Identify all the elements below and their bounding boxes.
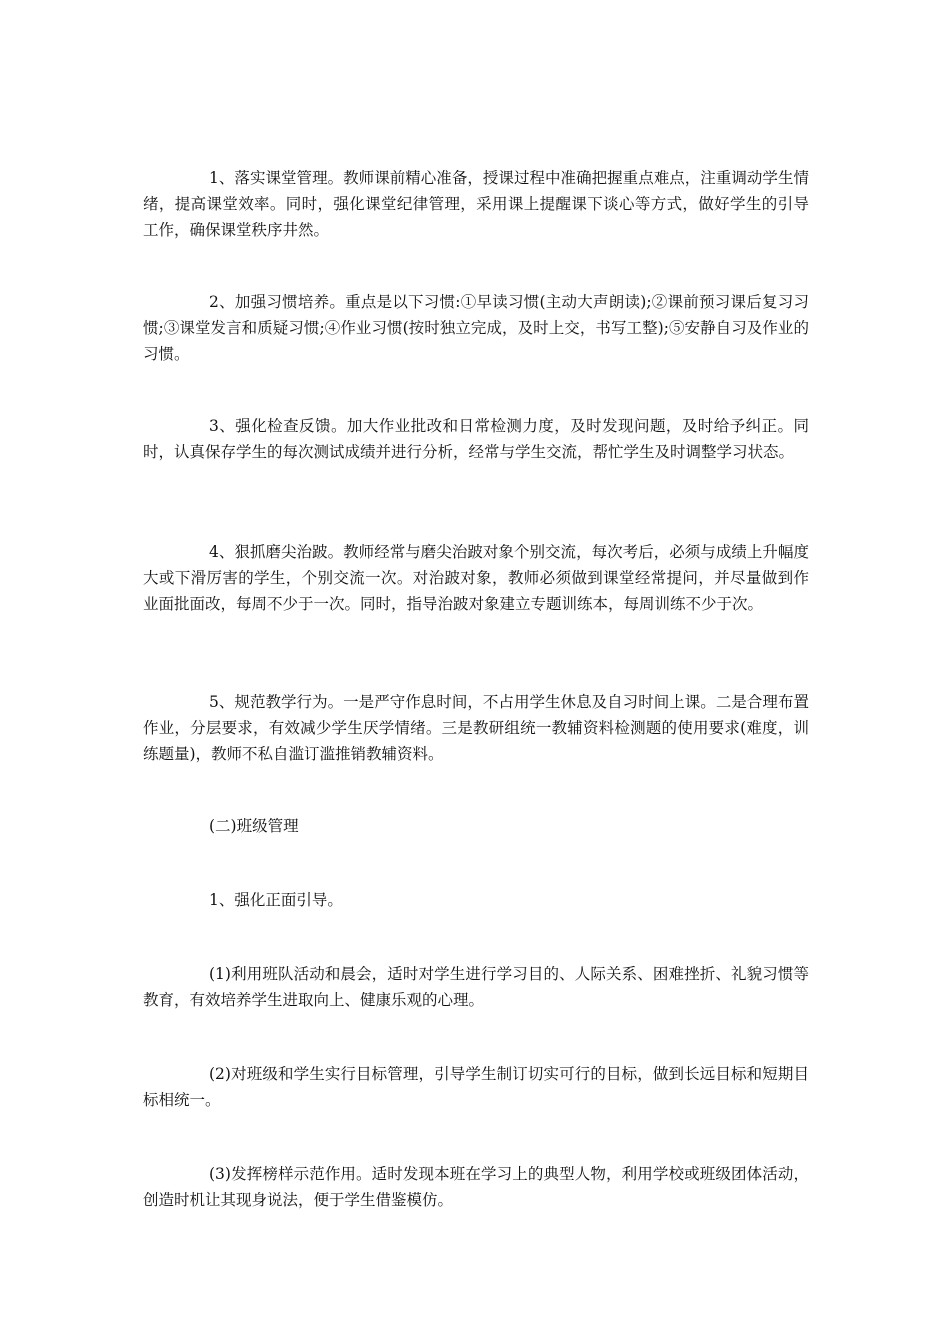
paragraph-class-activities: (1)利用班队活动和晨会，适时对学生进行学习目的、人际关系、困难挫折、礼貌习惯等教育，有效培养学生进取向上、健康乐观的心理。	[143, 965, 809, 1009]
paragraph-habit-cultivation: 2、加强习惯培养。重点是以下习惯:①早读习惯(主动大声朗读);②课前预习课后复习习惯;③课堂发言和质疑习惯;④作业习惯(按时独立完成，及时上交，书写工整);⑤安静自习及作业的习惯。	[143, 293, 809, 363]
paragraph-teaching-conduct: 5、规范教学行为。一是严守作息时间，不占用学生休息及自习时间上课。二是合理布置作业，分层要求，有效减少学生厌学情绪。三是教研组统一教辅资料检测题的使用要求(难度，训练题量)，教师不私自滥订滥推销教辅资料。	[143, 693, 809, 763]
paragraph-inspection-feedback: 3、强化检查反馈。加大作业批改和日常检测力度，及时发现问题，及时给予纠正。同时，认真保存学生的每次测试成绩并进行分析，经常与学生交流，帮忙学生及时调整学习状态。	[143, 417, 809, 461]
paragraph-goal-management: (2)对班级和学生实行目标管理，引导学生制订切实可行的目标，做到长远目标和短期目标相统一。	[143, 1065, 809, 1109]
paragraph-role-models: (3)发挥榜样示范作用。适时发现本班在学习上的典型人物，利用学校或班级团体活动，创造时机让其现身说法，便于学生借鉴模仿。	[143, 1165, 809, 1209]
paragraph-targeted-students: 4、狠抓磨尖治跛。教师经常与磨尖治跛对象个别交流，每次考后，必须与成绩上升幅度大或下滑厉害的学生，个别交流一次。对治跛对象，教师必须做到课堂经常提问，并尽量做到作业面批面改，每周不少于一次。同时，指导治跛对象建立专题训练本，每周训练不少于次。	[143, 543, 809, 613]
section-heading-class-management: (二)班级管理	[209, 817, 299, 835]
subheading-positive-guidance: 1、强化正面引导。	[209, 891, 343, 909]
paragraph-classroom-management: 1、落实课堂管理。教师课前精心准备，授课过程中准确把握重点难点，注重调动学生情绪，提高课堂效率。同时，强化课堂纪律管理，采用课上提醒课下谈心等方式，做好学生的引导工作，确保课堂秩序井然。	[143, 169, 809, 239]
